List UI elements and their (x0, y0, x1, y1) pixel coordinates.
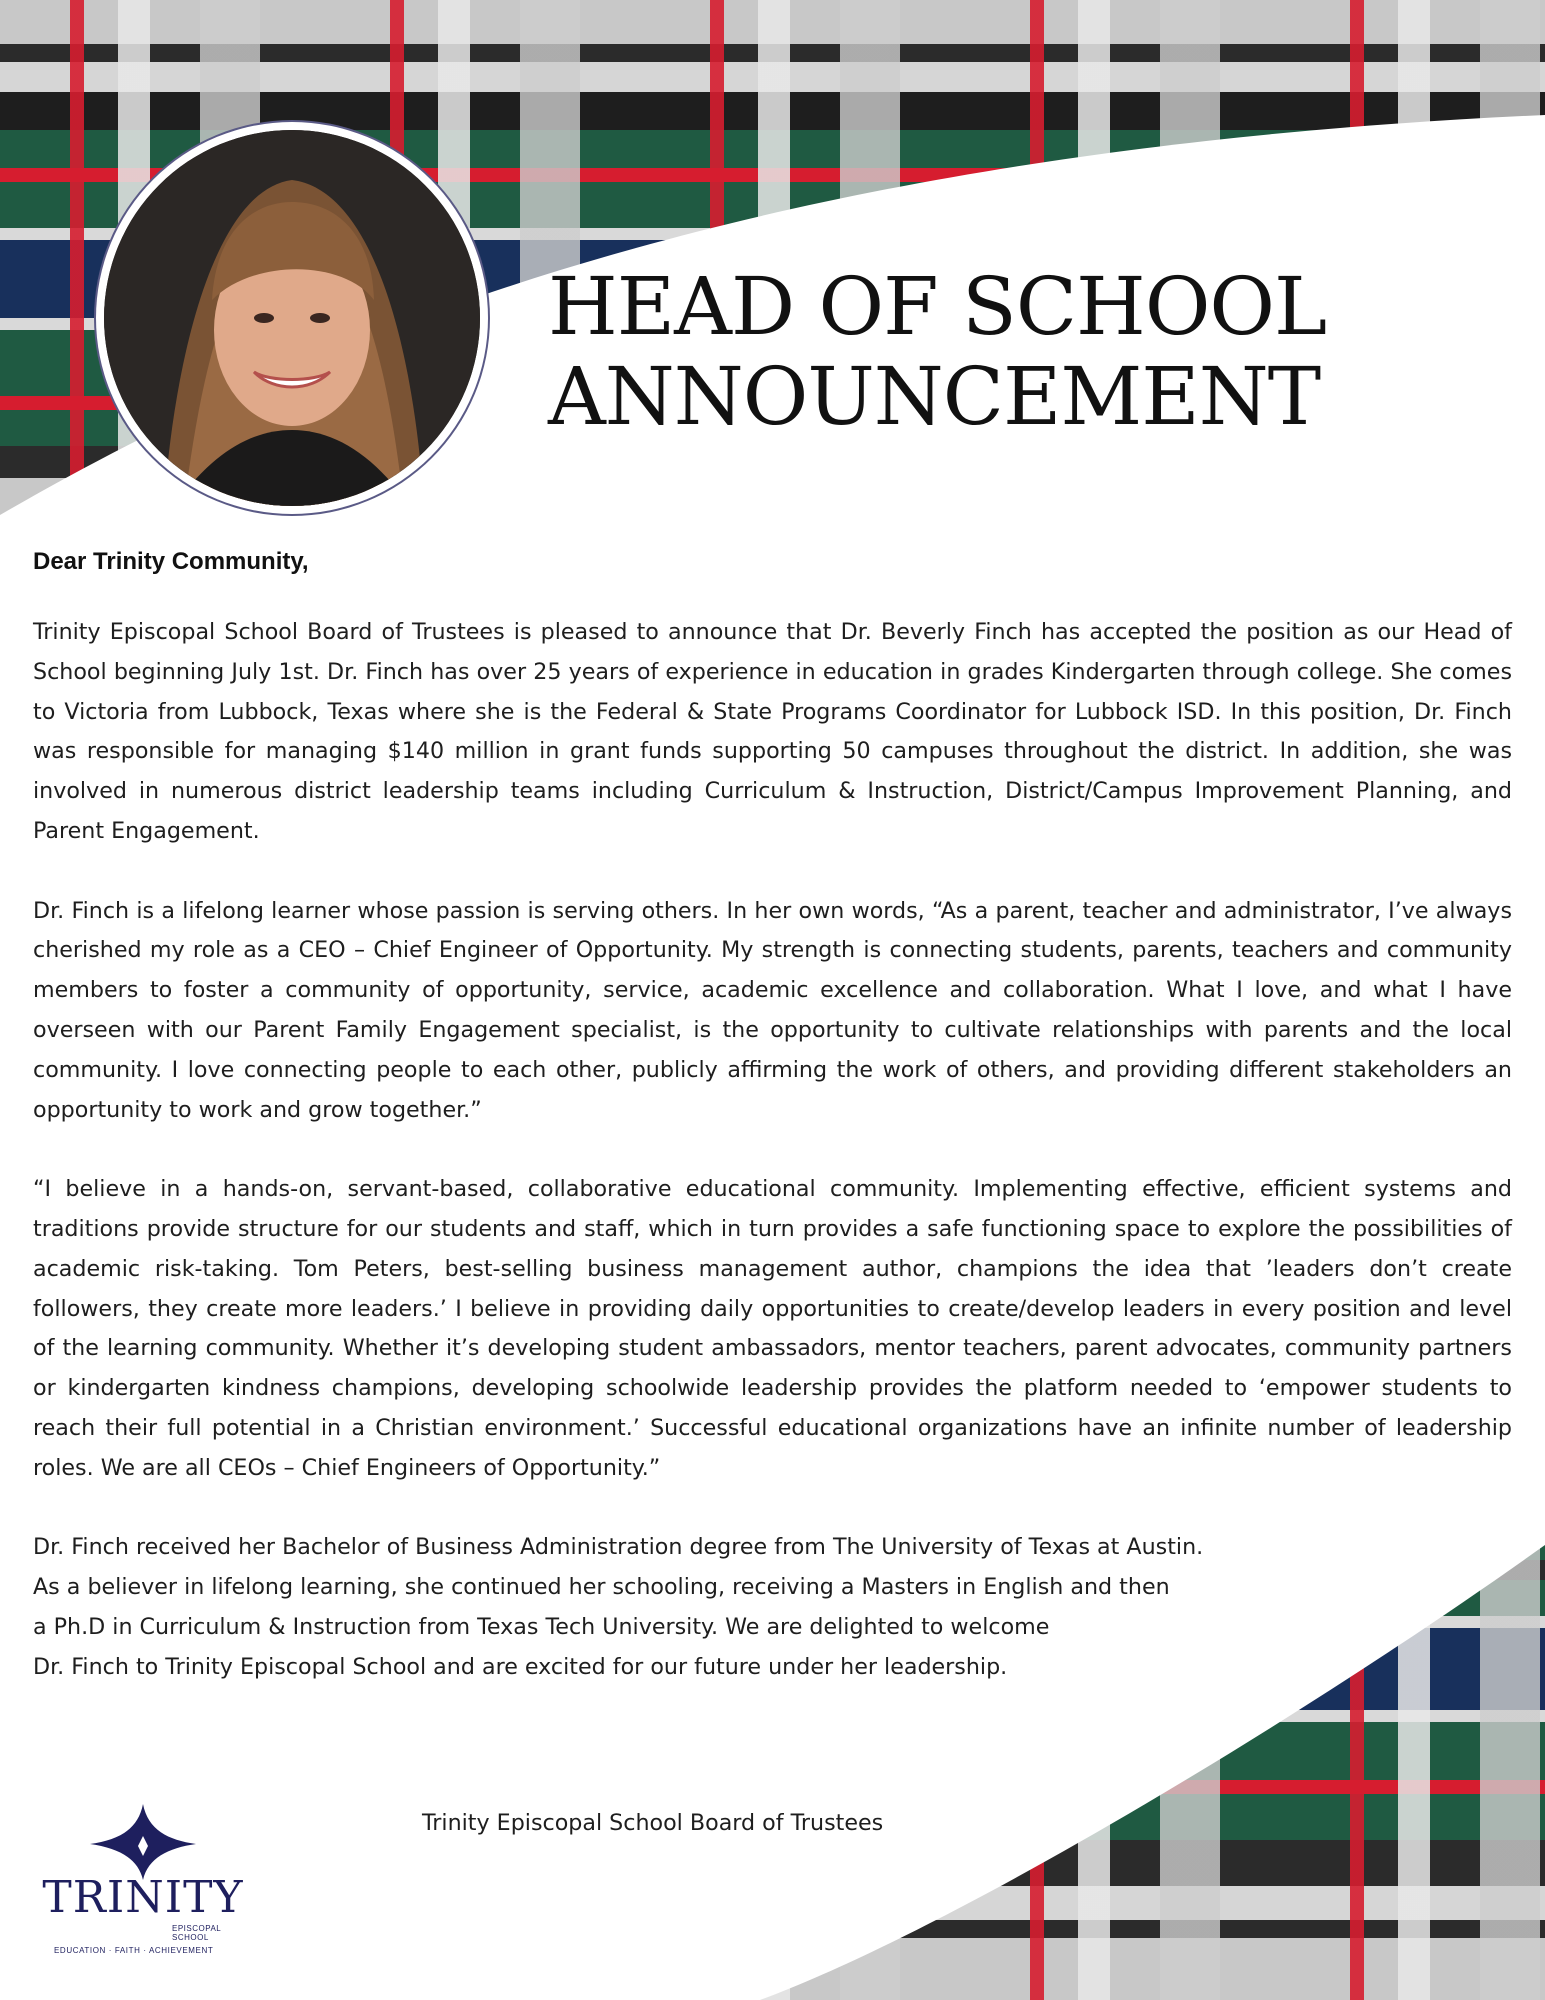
education-line: a Ph.D in Curriculum & Instruction from Texas Tech University. We are delighted to welcome (33, 1613, 1050, 1640)
logo-tagline: EDUCATION · FAITH · ACHIEVEMENT (54, 1946, 214, 1955)
paragraph-education (33, 1528, 1333, 1687)
logo-subtitle: EPISCOPAL SCHOOL (172, 1924, 221, 1942)
head-of-school-portrait (96, 122, 488, 514)
paragraph-lifelong-learner: Dr. Finch is a lifelong learner whose passion is serving others. In her own words, “As a parent, teacher and administrator, I’ve always cherished my role as a CEO – Chief Engineer of Opportunity. My strength is connecting students, parents, teachers and community members to foster a community of opportunity, service, academic excellence and collaboration. What I love, and what I have overseen with our Parent Family Engagement specialist, is the opportunity to cultivate relationships with parents and the local community. I love connecting people to each other, publicly affirming the work of others, and providing different stakeholders an opportunity to work and grow together.” (33, 897, 1512, 1123)
education-line: Dr. Finch to Trinity Episcopal School and are excited for our future under her leadership. (33, 1653, 1008, 1680)
letter-signature: Trinity Episcopal School Board of Trustees (422, 1810, 884, 1836)
trinity-logo (38, 1800, 248, 1960)
education-line: As a believer in lifelong learning, she continued her schooling, receiving a Masters in English and then (33, 1574, 1170, 1601)
education-line: Dr. Finch received her Bachelor of Business Administration degree from The University of Texas at Austin. (33, 1534, 1204, 1561)
title-line-2: ANNOUNCEMENT (548, 350, 1321, 443)
title-line-1: HEAD OF SCHOOL (548, 260, 1327, 353)
page-title (548, 262, 1448, 442)
letter-greeting: Dear Trinity Community, (33, 548, 309, 575)
trinity-star-icon (38, 1800, 248, 1880)
paragraph-appointment: Trinity Episcopal School Board of Trustees is pleased to announce that Dr. Beverly Finch has accepted the position as our Head of School beginning July 1st. Dr. Finch has over 25 years of experience in education in grades Kindergarten through college. She comes to Victoria from Lubbock, Texas where she is the Federal & State Programs Coordinator for Lubbock ISD. In this position, Dr. Finch was responsible for managing $140 million in grant funds supporting 50 campuses throughout the district. In addition, she was involved in numerous district leadership teams including Curriculum & Instruction, District/Campus Improvement Planning, and Parent Engagement. (33, 619, 1512, 844)
paragraph-philosophy: “I believe in a hands-on, servant-based, collaborative educational community. Implementing effective, efficient systems and traditions provide structure for our students and staff, which in turn provides a safe functioning space to explore the possibilities of academic risk-taking. Tom Peters, best-selling business management author, champions the idea that ’leaders don’t create followers, they create more leaders.’ I believe in providing daily opportunities to create/develop leaders in every position and level of the learning community. Whether it’s developing student ambassadors, mentor teachers, parent advocates, community partners or kindergarten kindness champions, developing schoolwide leadership provides the platform needed to ‘empower students to reach their full potential in a Christian environment.’ Successful educational organizations have an infinite number of leadership roles. We are all CEOs – Chief Engineers of Opportunity.” (33, 1176, 1512, 1481)
portrait-photo (104, 130, 480, 506)
letter-body (33, 613, 1512, 1727)
logo-wordmark: TRINITY (42, 1872, 244, 1923)
